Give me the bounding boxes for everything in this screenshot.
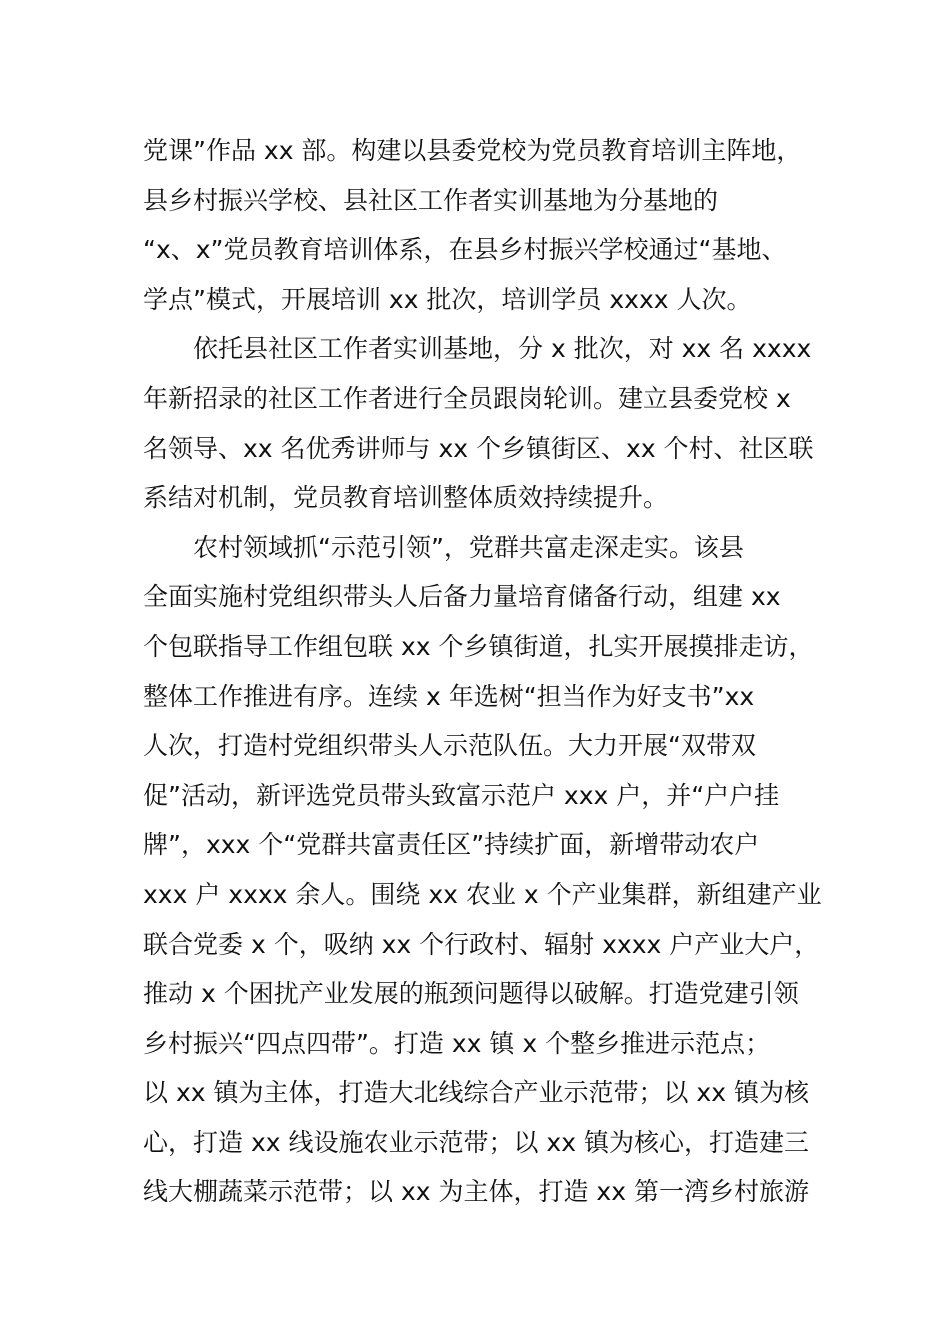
text-line: 促”活动，新评选党员带头致富示范户 xxx 户，并“户户挂 (143, 780, 780, 810)
text-line: 人次，打造村党组织带头人示范队伍。大力开展“双带双 (143, 731, 756, 761)
text-line: “x、x”党员教育培训体系，在县乡村振兴学校通过“基地、 (143, 235, 787, 265)
text-line: 名领导、xx 名优秀讲师与 xx 个乡镇街区、xx 个村、社区联 (143, 433, 814, 463)
text-line: 依托县社区工作者实训基地，分 x 批次，对 xx 名 xxxx (193, 334, 812, 364)
text-line: 心，打造 xx 线设施农业示范带；以 xx 镇为核心，打造建三 (143, 1127, 809, 1157)
text-line: 整体工作推进有序。连续 x 年选树“担当作为好支书”xx (143, 681, 755, 711)
text-line: 年新招录的社区工作者进行全员跟岗轮训。建立县委党校 x (143, 383, 791, 413)
text-line: 学点”模式，开展培训 xx 批次，培训学员 xxxx 人次。 (143, 284, 752, 314)
text-line: 乡村振兴“四点四带”。打造 xx 镇 x 个整乡推进示范点； (143, 1028, 771, 1058)
text-line: 以 xx 镇为主体，打造大北线综合产业示范带；以 xx 镇为核 (143, 1078, 809, 1108)
text-line: 线大棚蔬菜示范带；以 xx 为主体，打造 xx 第一湾乡村旅游 (143, 1177, 809, 1207)
text-line: 推动 x 个困扰产业发展的瓶颈问题得以破解。打造党建引领 (143, 979, 799, 1009)
text-line: 牌”，xxx 个“党群共富责任区”持续扩面，新增带动农户 (143, 830, 760, 860)
text-line: 个包联指导工作组包联 xx 个乡镇街道，扎实开展摸排走访， (143, 631, 814, 661)
text-line: 县乡村振兴学校、县社区工作者实训基地为分基地的 (143, 185, 719, 215)
text-line: 党课”作品 xx 部。构建以县委党校为党员教育培训主阵地， (143, 136, 802, 165)
text-line: 系结对机制，党员教育培训整体质效持续提升。 (143, 483, 669, 513)
text-line: 全面实施村党组织带头人后备力量培育储备行动，组建 xx (143, 582, 781, 612)
text-line: xxx 户 xxxx 余人。围绕 xx 农业 x 个产业集群，新组建产业 (143, 879, 822, 909)
body-text (143, 126, 843, 1217)
text-line: 联合党委 x 个，吸纳 xx 个行政村、辐射 xxxx 户产业大户， (143, 929, 820, 959)
text-line: 农村领域抓“示范引领”，党群共富走深走实。该县 (193, 532, 744, 562)
